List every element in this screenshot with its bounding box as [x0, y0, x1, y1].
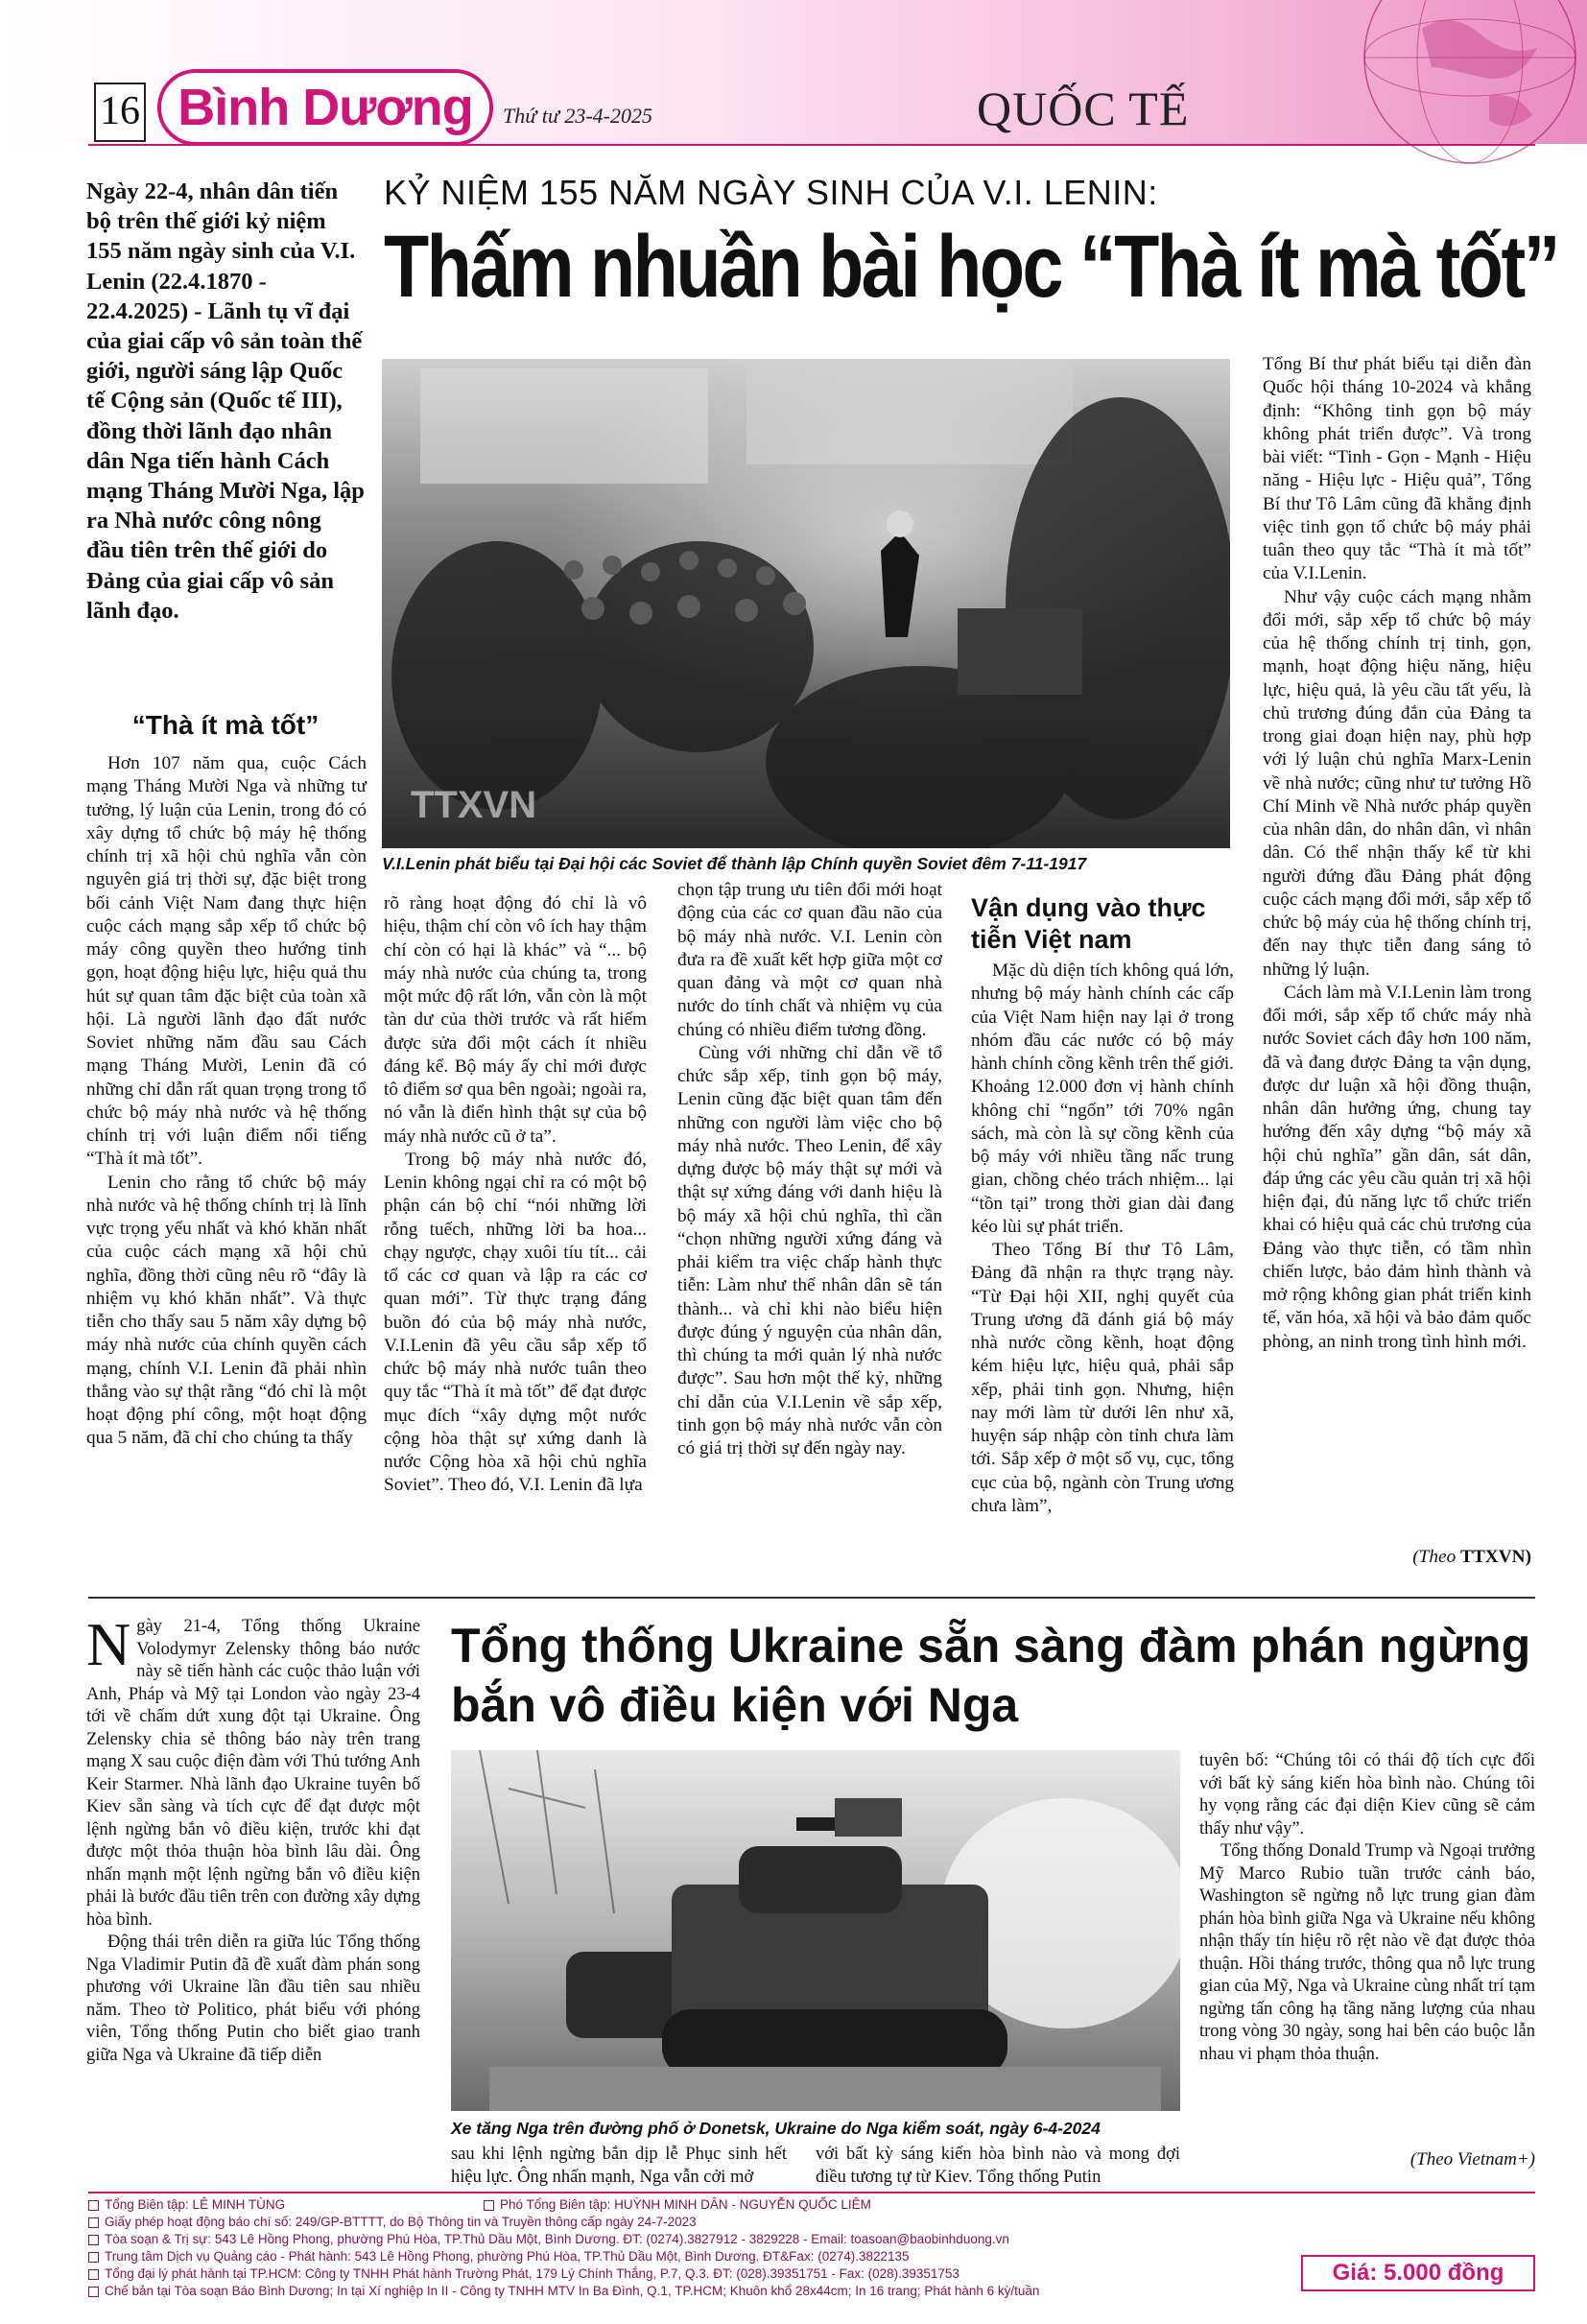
article-kicker: KỶ NIỆM 155 NĂM NGÀY SINH CỦA V.I. LENIN:	[384, 173, 1158, 212]
drop-cap: N	[86, 1610, 131, 1678]
article-source: (Theo Vietnam+)	[1409, 2149, 1535, 2170]
article-headline: Thấm nhuần bài học “Thà ít mà tốt”	[384, 218, 1558, 316]
article2-headline: Tổng thống Ukraine sẵn sàng đàm phán ngừng bắn vô điều kiện với Nga	[451, 1619, 1531, 1732]
footer-line: Chế bản tại Tòa soạn Báo Bình Dương; In tại Xí nghiệp In II - Công ty TNHH MTV In Ba Đình, Q.1, TP.HCM; Khuôn khổ 28x44cm; In 16 trang; Phát hành 6 kỳ/tuần	[88, 2284, 1039, 2298]
article-column-4	[971, 960, 1234, 1518]
paragraph: rõ ràng hoạt động đó chỉ là vô hiệu, thậm chí còn vô ích hay thậm chí còn có hại là khác” và “... bộ máy nhà nước của chúng ta, trong một mức độ rất lớn, vẫn còn là một tàn dư của thời trước và rất hiếm được sửa đổi một cách ít nhiều đáng kể. Bộ máy ấy chỉ mới được tô điểm sơ qua bên ngoài; ngoài ra, nó vẫn là điển hình thật sự của bộ máy nhà nước cũ ở ta”.	[384, 893, 647, 1147]
paragraph: Hơn 107 năm qua, cuộc Cách mạng Tháng Mười Nga và những tư tưởng, lý luận của Lenin, trong đó có xây dựng tổ chức bộ máy hệ thống chính trị xã hội chủ nghĩa vẫn còn nguyên giá trị thời sự, đặc biệt trong bối cảnh Việt Nam đang thực hiện cuộc cách mạng sắp xếp tổ chức bộ máy công quyền theo hướng tinh gọn, hoạt động hiệu lực, hiệu quả thu hút sự quan tâm đặc biệt của toàn xã hội. Là người lãnh đạo đất nước Soviet những năm đầu sau Cách mạng Tháng Mười, Lenin đã có những chỉ dẫn rất quan trọng trong tổ chức bộ máy nhà nước và hệ thống chính trị với luận điểm nổi tiếng “Thà ít mà tốt”.	[86, 753, 367, 1170]
article-column-5	[1263, 353, 1531, 1354]
paragraph: Mặc dù diện tích không quá lớn, nhưng bộ máy hành chính các cấp của Việt Nam hiện nay lại ở trong nhóm đầu các nước có bộ máy hành chính cồng kềnh trên thế giới. Khoảng 12.000 đơn vị hành chính không chỉ “ngốn” tới 70% ngân sách, mà còn là sự cồng kềnh của bộ máy với nhiều tầng nấc trung gian, chồng chéo trách nhiệm... lại “tồn tại” trong thời gian dài đang kéo lùi sự phát triển.	[971, 960, 1234, 1237]
section-title: QUỐC TẾ	[977, 82, 1190, 135]
paragraph: Lenin cho rằng tổ chức bộ máy nhà nước và hệ thống chính trị là lĩnh vực trọng yếu nhất và khó khăn nhất của cuộc cách mạng xã hội chủ nghĩa, đồng thời cũng nêu rõ “đây là nhiệm vụ khó khăn nhất”. Và thực tiễn cho thấy sau 5 năm xây dựng bộ máy nhà nước của chính quyền cách mạng, chính V.I. Lenin đã phải nhìn thẳng vào sự thật rằng “đó chỉ là một hoạt động phí công, một hoạt động qua 5 năm, đã chỉ cho chúng ta thấy	[86, 1172, 367, 1449]
article-source: (Theo TTXVN)	[1412, 1547, 1531, 1567]
article2-column-3: với bất kỳ sáng kiến hòa bình nào và mong đợi điều tương tự từ Kiev. Tổng thống Putin	[816, 2145, 1180, 2187]
paragraph: Theo Tổng Bí thư Tô Lâm, Đảng đã nhận ra thực trạng này. “Từ Đại hội XII, nghị quyết của Trung ương đã đánh giá bộ máy nhà nước cồng kềnh, hoạt động kém hiệu lực, hiệu quả, phải sắp xếp, phải tinh gọn. Nhưng, hiện nay mới làm từ dưới lên như xã, huyện sáp nhập còn tỉnh chưa làm tới. Sắp xếp ở một số vụ, cục, tổng cục của bộ, ngành còn Trung ương chưa làm”,	[971, 1240, 1234, 1516]
paragraph: Như vậy cuộc cách mạng nhằm đổi mới, sắp xếp tổ chức bộ máy của hệ thống chính trị tinh, gọn, mạnh, hoạt động hiệu năng, hiệu lực, hiệu quả, là yêu cầu tất yếu, là chủ trương đúng đắn của Đảng ta trong giai đoạn hiện nay, phù hợp với lý luận chủ nghĩa Marx-Lenin về nhà nước; cũng như tư tưởng Hồ Chí Minh về Nhà nước pháp quyền của nhân dân, do nhân dân, vì nhân dân. Có thể nhận thấy kể từ khi người đứng đầu Đảng phát động cuộc cách mạng đổi mới, sắp xếp tổ chức bộ máy của hệ thống chính trị, đến nay thực tiễn đang sáng tỏ những lý luận.	[1263, 586, 1531, 980]
footer-line: Trung tâm Dịch vụ Quảng cáo - Phát hành: 543 Lê Hồng Phong, phường Phú Hòa, TP.Thủ Dầu Một, Bình Dương. ĐT&Fax: (0274).3822135	[88, 2249, 910, 2264]
footer-line: Tổng đại lý phát hành tại TP.HCM: Công ty TNHH Phát hành Trường Phát, 179 Lý Chính Thắng, P.7, Q.3. ĐT: (028).39351751 - Fax: (028).39351753	[88, 2266, 959, 2281]
photo-caption: Xe tăng Nga trên đường phố ở Donetsk, Ukraine do Nga kiểm soát, ngày 6-4-2024	[451, 2119, 1101, 2138]
issue-date: Thứ tư 23-4-2025	[503, 104, 652, 128]
article-divider	[88, 1597, 1535, 1599]
footer-line-deputy: Phó Tổng Biên tập: HUỲNH MINH DÂN - NGUYỄN QUỐC LIÊM	[484, 2197, 871, 2212]
article2-column-4	[1199, 1750, 1535, 2066]
article-lead: Ngày 22-4, nhân dân tiến bộ trên thế giới kỷ niệm 155 năm ngày sinh của V.I. Lenin (22.4.1870 - 22.4.2025) - Lãnh tụ vĩ đại của giai cấp vô sản toàn thế giới, người sáng lập Quốc tế Cộng sản (Quốc tế III), đồng thời lãnh đạo nhân dân Nga tiến hành Cách mạng Tháng Mười Nga, lập ra Nhà nước công nông đầu tiên trên thế giới do Đảng của giai cấp vô sản lãnh đạo.	[86, 178, 365, 624]
subheading-tha-it-ma-tot: “Thà ít mà tốt”	[131, 710, 320, 740]
page-number: 16	[94, 83, 146, 142]
tank-photo	[451, 1750, 1180, 2111]
footer-line: Tổng Biên tập: LÊ MINH TÙNG	[88, 2197, 285, 2212]
paragraph: Cùng với những chỉ dẫn về tổ chức sắp xếp, tinh gọn bộ máy, Lenin cũng đặc biệt quan tâm đến những con người làm việc cho bộ máy nhà nước. Theo Lenin, để xây dựng được bộ máy thật sự mới và thật sự xứng đáng với danh hiệu là bộ máy xã hội chủ nghĩa, thì cần “chọn những người xứng đáng và phải kiểm tra việc chấp hành thực tiễn: Làm như thế nhân dân sẽ tán thành... và chỉ khi nào biểu hiện được đúng ý nguyện của nhân dân, thì chúng ta mới quản lý nhà nước được”. Sau hơn một thế kỷ, những chỉ dẫn của V.I.Lenin về sắp xếp, tinh gọn bộ máy nhà nước vẫn còn có giá trị thời sự đến ngày nay.	[677, 1042, 942, 1458]
lenin-photo	[382, 359, 1230, 848]
paragraph: tuyên bố: “Chúng tôi có thái độ tích cực đối với bất kỳ sáng kiến hòa bình nào. Chúng tôi hy vọng rằng các đại diện Kiev cũng sẽ cảm thấy như vậy”.	[1199, 1751, 1535, 1838]
article2-column-2: sau khi lệnh ngừng bắn dịp lễ Phục sinh hết hiệu lực. Ông nhấn mạnh, Nga vẫn cởi mở	[451, 2145, 787, 2187]
paragraph: chọn tập trung ưu tiên đổi mới hoạt động của các cơ quan đầu não của bộ máy nhà nước. V.I. Lenin còn đưa ra đề xuất kết hợp giữa một cơ quan đảng và một cơ quan nhà nước do tính chất và nhiệm vụ của chúng có nhiều điểm tương đồng.	[677, 880, 942, 1040]
price-badge: Giá: 5.000 đồng	[1301, 2255, 1535, 2291]
header-divider	[88, 144, 1535, 146]
article-column-3	[677, 879, 942, 1460]
paragraph: Động thái trên diễn ra giữa lúc Tổng thống Nga Vladimir Putin đã đề xuất đàm phán song phương với Ukraine lần đầu tiên sau nhiều năm. Theo tờ Politico, phát biểu với phóng viên, Tổng thống Putin cho biết giao tranh giữa Nga và Ukraine đã tiếp diễn	[86, 1933, 420, 2065]
article-column-2	[384, 892, 647, 1498]
footer-line: Tòa soạn & Trị sự: 543 Lê Hồng Phong, phường Phú Hòa, TP.Thủ Dầu Một, Bình Dương. ĐT: (0274).3827912 - 3829228 - Email: toasoan@baobinhduong.vn	[88, 2232, 1009, 2246]
article-column-1	[86, 752, 367, 1451]
paragraph: Tổng thống Donald Trump và Ngoại trưởng Mỹ Marco Rubio tuần trước cảnh báo, Washington sẽ ngừng nỗ lực trung gian đàm phán hòa bình giữa Nga và Ukraine nếu không nhận thấy tín hiệu rõ rệt nào về đạt được thỏa thuận. Hồi tháng trước, thông qua nỗ lực trung gian của Mỹ, Nga và Ukraine cùng nhất trí tạm ngừng tấn công hạ tầng năng lượng của nhau trong vòng 30 ngày, song hai bên cáo buộc lẫn nhau vi phạm thỏa thuận.	[1199, 1841, 1535, 2064]
subheading-van-dung: Vận dụng vào thực tiễn Việt nam	[971, 893, 1206, 954]
photo-caption: V.I.Lenin phát biểu tại Đại hội các Soviet để thành lập Chính quyền Soviet đêm 7-11-1917	[382, 854, 1087, 873]
paragraph: Tổng Bí thư phát biểu tại diễn đàn Quốc hội tháng 10-2024 và khẳng định: “Không tinh gọn bộ máy không phát triển được”. Và trong bài viết: “Tinh - Gọn - Mạnh - Hiệu năng - Hiệu lực - Hiệu quả”, Tổng Bí thư Tô Lâm cũng đã khẳng định việc tinh gọn tổ chức bộ máy phải tuân theo quy tắc “Thà ít mà tốt” của V.I.Lenin.	[1263, 354, 1531, 584]
paragraph: Cách làm mà V.I.Lenin làm trong đổi mới, sắp xếp tổ chức máy nhà nước Soviet cách đây hơn 100 năm, đã và đang được Đảng ta vận dụng, được dư luận xã hội đồng thuận, nhân dân hưởng ứng, chung tay hướng đến xây dựng “bộ máy xã hội chủ nghĩa” gần dân, sát dân, đáp ứng các yêu cầu quản trị xã hội hiện đại, đủ năng lực tổ chức triển khai có hiệu quả các chủ trương của Đảng vào thực tiễn, có tầm nhìn chiến lược, bảo đảm hình thành và mở rộng không gian phát triển kinh tế, văn hóa, xã hội và bảo đảm quốc phòng, an ninh trong tình hình mới.	[1263, 982, 1531, 1352]
globe-icon	[1316, 0, 1587, 165]
paragraph: Trong bộ máy nhà nước đó, Lenin không ngại chỉ ra có một bộ phận cán bộ chỉ “nói những lời rỗng tuếch, những lời ba hoa... chạy ngược, chạy xuôi tíu tít... cải tổ các cơ quan và lập ra các cơ quan mới”. Từ thực trạng đáng buồn đó của bộ máy nhà nước, V.I.Lenin đã yêu cầu sắp xếp tổ chức bộ máy nhà nước tuân theo quy tắc “Thà ít mà tốt” để đạt được mục đích “xây dựng một nước cộng hòa thật sự xứng danh là nước Cộng hòa xã hội chủ nghĩa Soviet”. Theo đó, V.I. Lenin đã lựa	[384, 1149, 647, 1496]
article2-column-1	[86, 1610, 420, 2067]
footer-line: Giấy phép hoạt động báo chí số: 249/GP-BTTTT, do Bộ Thông tin và Truyền thông cấp ngày 24-7-2023	[88, 2215, 697, 2229]
newspaper-logo: Bình Dương	[157, 69, 493, 146]
paragraph: gày 21-4, Tổng thống Ukraine Volodymyr Zelensky thông báo nước này sẽ tiến hành các cuộc thảo luận với Anh, Pháp và Mỹ tại London vào ngày 23-4 tới về chấm dứt xung đột tại Ukraine. Ông Zelensky chia sẻ thông báo này trên trang mạng X sau cuộc điện đàm với Thủ tướng Anh Keir Starmer. Nhà lãnh đạo Ukraine tuyên bố Kiev sẵn sàng và tích cực để đạt được một lệnh ngừng bắn vô điều kiện, trước khi đạt được một thỏa thuận hòa bình lâu dài. Ông nhấn mạnh một lệnh ngừng bắn vô điều kiện phải là bước đầu tiên trên con đường xây dựng hòa bình.	[86, 1617, 420, 1930]
svg-text:TTXVN: TTXVN	[411, 784, 537, 826]
